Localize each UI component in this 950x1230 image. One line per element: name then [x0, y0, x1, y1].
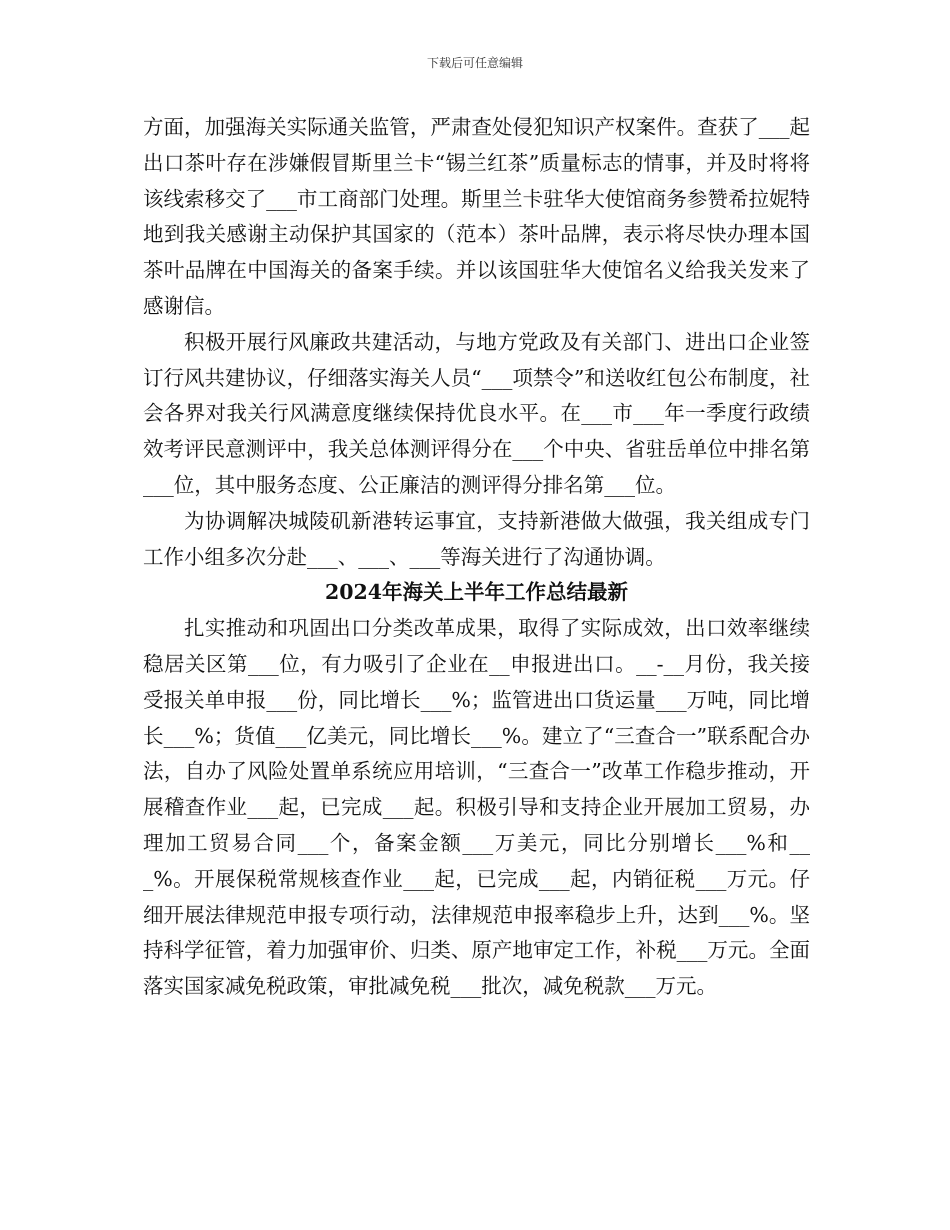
paragraph-ip-enforcement: 方面，加强海关实际通关监管，严肃查处侵犯知识产权案件。查获了___起出口茶叶存在涉嫌假冒斯里兰卡“锡兰红茶”质量标志的情事，并及时将将该线索移交了___市工商部门处理。斯里兰卡驻华大使馆商务参赞希拉妮特地到我关感谢主动保护其国家的（范本）茶叶品牌，表示将尽快办理本国茶叶品牌在中国海关的备案手续。并以该国驻华大使馆名义给我关发来了感谢信。 [143, 115, 810, 318]
paragraph-export-reform: 扎实推动和巩固出口分类改革成果，取得了实际成效，出口效率继续稳居关区第___位，有力吸引了企业在__申报进出口。__-__月份，我关接受报关单申报___份，同比增长___%；监管进出口货运量___万吨，同比增长___%；货值___亿美元，同比增长___%。建立了“三查合一”联系配合办法，自办了风险处置单系统应用培训，“三查合一”改革工作稳步推动，开展稽查作业___起，已完成___起。积极引导和支持企业开展加工贸易，办理加工贸易合同___个，备案金额___万美元，同比分别增长___%和___%。开展保税常规核查作业___起，已完成___起，内销征税___万元。仔细开展法律规范申报专项行动，法律规范申报率稳步上升，达到___%。坚持科学征管，着力加强审价、归类、原产地审定工作，补税___万元。全面落实国家减免税政策，审批减免税___批次，减免税款___万元。 [143, 616, 810, 999]
page-header-note: 下载后可任意编辑 [426, 56, 523, 70]
paragraph-new-port-coordination: 为协调解决城陵矶新港转运事宜，支持新港做大做强，我关组成专门工作小组多次分赴___、___、___等海关进行了沟通协调。 [143, 508, 810, 569]
section-title: 2024年海关上半年工作总结最新 [324, 580, 629, 605]
document-body [143, 110, 810, 1005]
paragraph-integrity-campaign: 积极开展行风廉政共建活动，与地方党政及有关部门、进出口企业签订行风共建协议，仔细落实海关人员“___项禁令”和送收红包公布制度，社会各界对我关行风满意度继续保持优良水平。在___市___年一季度行政绩效考评民意测评中，我关总体测评得分在___个中央、省驻岳单位中排名第___位，其中服务态度、公正廉洁的测评得分排名第___位。 [143, 329, 810, 497]
